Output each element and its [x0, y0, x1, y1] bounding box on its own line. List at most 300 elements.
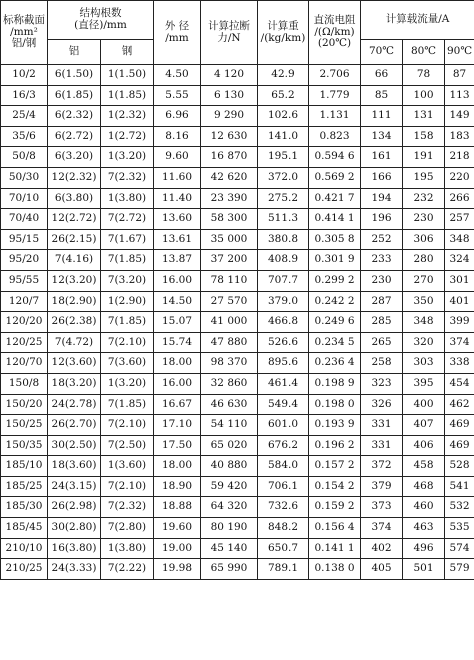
table-row	[1, 538, 474, 559]
cell-current-80: 496	[403, 538, 445, 559]
cell-current-90: 469	[445, 435, 474, 456]
cell-diameter: 9.60	[154, 147, 201, 168]
cell-resistance: 0.193 9	[309, 415, 361, 436]
cell-section: 185/25	[1, 476, 48, 497]
cell-weight: 650.7	[258, 538, 309, 559]
cell-weight: 195.1	[258, 147, 309, 168]
table-row	[1, 126, 474, 147]
cell-steel: 1(1.50)	[101, 65, 154, 86]
table-row	[1, 435, 474, 456]
table-row	[1, 147, 474, 168]
cell-resistance: 0.138 0	[309, 559, 361, 580]
cell-diameter: 18.88	[154, 497, 201, 518]
cell-section: 25/4	[1, 106, 48, 127]
cell-current-80: 458	[403, 456, 445, 477]
cell-current-90: 374	[445, 332, 474, 353]
cell-current-80: 195	[403, 167, 445, 188]
cell-section: 50/30	[1, 167, 48, 188]
cell-aluminum: 12(3.20)	[48, 270, 101, 291]
cell-diameter: 4.50	[154, 65, 201, 86]
cell-resistance: 2.706	[309, 65, 361, 86]
cell-weight: 461.4	[258, 373, 309, 394]
header-section-line3: 铝/钢	[11, 37, 37, 50]
cell-current-80: 400	[403, 394, 445, 415]
cell-aluminum: 18(3.60)	[48, 456, 101, 477]
cell-resistance: 0.299 2	[309, 270, 361, 291]
cell-current-70: 323	[361, 373, 403, 394]
cell-weight: 584.0	[258, 456, 309, 477]
cell-weight: 379.0	[258, 291, 309, 312]
cell-tensile: 98 370	[201, 353, 258, 374]
header-tensile-line2: 力/N	[217, 31, 241, 44]
cell-section: 185/30	[1, 497, 48, 518]
cell-tensile: 45 140	[201, 538, 258, 559]
cell-weight: 789.1	[258, 559, 309, 580]
cell-resistance: 1.779	[309, 85, 361, 106]
cell-current-70: 196	[361, 209, 403, 230]
cell-tensile: 12 630	[201, 126, 258, 147]
cell-tensile: 27 570	[201, 291, 258, 312]
cell-current-70: 252	[361, 229, 403, 250]
cell-current-90: 579	[445, 559, 474, 580]
header-temp-80: 80℃	[403, 40, 445, 65]
cell-diameter: 18.00	[154, 456, 201, 477]
cell-steel: 7(1.67)	[101, 229, 154, 250]
cell-current-80: 468	[403, 476, 445, 497]
cell-current-90: 220	[445, 167, 474, 188]
cell-weight: 372.0	[258, 167, 309, 188]
cell-diameter: 19.98	[154, 559, 201, 580]
cell-current-90: 301	[445, 270, 474, 291]
cell-current-80: 191	[403, 147, 445, 168]
cell-current-70: 331	[361, 435, 403, 456]
cell-current-70: 66	[361, 65, 403, 86]
table-row	[1, 497, 474, 518]
header-temp-70: 70℃	[361, 40, 403, 65]
cell-aluminum: 24(3.33)	[48, 559, 101, 580]
cell-current-90: 87	[445, 65, 474, 86]
cell-tensile: 4 120	[201, 65, 258, 86]
cell-current-80: 131	[403, 106, 445, 127]
cell-current-80: 303	[403, 353, 445, 374]
header-temp-90: 90℃	[445, 40, 474, 65]
cell-resistance: 0.594 6	[309, 147, 361, 168]
cell-section: 150/20	[1, 394, 48, 415]
cell-diameter: 18.90	[154, 476, 201, 497]
cell-current-90: 257	[445, 209, 474, 230]
cell-tensile: 64 320	[201, 497, 258, 518]
cell-steel: 7(1.85)	[101, 250, 154, 271]
table-row	[1, 85, 474, 106]
cell-current-90: 266	[445, 188, 474, 209]
cell-aluminum: 12(2.32)	[48, 167, 101, 188]
table-row	[1, 312, 474, 333]
cell-aluminum: 26(2.70)	[48, 415, 101, 436]
header-section-line1: 标称截面	[3, 14, 45, 27]
cell-diameter: 17.50	[154, 435, 201, 456]
cell-current-80: 306	[403, 229, 445, 250]
cell-current-90: 574	[445, 538, 474, 559]
cell-steel: 7(2.10)	[101, 415, 154, 436]
cell-current-90: 535	[445, 518, 474, 539]
cell-tensile: 65 990	[201, 559, 258, 580]
table-row	[1, 209, 474, 230]
cell-tensile: 16 870	[201, 147, 258, 168]
cell-section: 150/25	[1, 415, 48, 436]
cell-current-90: 462	[445, 394, 474, 415]
cell-current-70: 134	[361, 126, 403, 147]
header-section	[1, 1, 48, 65]
header-strands	[48, 1, 154, 40]
cell-steel: 7(2.80)	[101, 518, 154, 539]
cell-current-70: 230	[361, 270, 403, 291]
cell-steel: 7(2.22)	[101, 559, 154, 580]
cell-current-70: 326	[361, 394, 403, 415]
cell-resistance: 1.131	[309, 106, 361, 127]
cell-aluminum: 24(2.78)	[48, 394, 101, 415]
header-tensile-line1: 计算拉断	[208, 19, 250, 32]
header-aluminum: 铝	[48, 40, 101, 65]
cell-section: 70/40	[1, 209, 48, 230]
cell-aluminum: 6(3.20)	[48, 147, 101, 168]
cell-tensile: 35 000	[201, 229, 258, 250]
cell-aluminum: 16(3.80)	[48, 538, 101, 559]
cell-current-80: 348	[403, 312, 445, 333]
cell-resistance: 0.159 2	[309, 497, 361, 518]
cell-steel: 1(2.32)	[101, 106, 154, 127]
cell-section: 95/55	[1, 270, 48, 291]
table-row	[1, 167, 474, 188]
cell-resistance: 0.305 8	[309, 229, 361, 250]
header-steel: 钢	[101, 40, 154, 65]
cell-current-70: 374	[361, 518, 403, 539]
cell-resistance: 0.823	[309, 126, 361, 147]
cell-tensile: 54 110	[201, 415, 258, 436]
cell-current-90: 469	[445, 415, 474, 436]
cell-aluminum: 12(3.60)	[48, 353, 101, 374]
table-row	[1, 106, 474, 127]
cell-tensile: 32 860	[201, 373, 258, 394]
cell-tensile: 23 390	[201, 188, 258, 209]
cell-current-80: 395	[403, 373, 445, 394]
cell-current-80: 158	[403, 126, 445, 147]
cell-tensile: 78 110	[201, 270, 258, 291]
header-diameter	[154, 1, 201, 65]
cell-weight: 42.9	[258, 65, 309, 86]
table-row	[1, 188, 474, 209]
header-resistance	[309, 1, 361, 65]
cell-weight: 676.2	[258, 435, 309, 456]
table-body	[1, 65, 474, 580]
cell-current-70: 402	[361, 538, 403, 559]
cell-steel: 7(3.60)	[101, 353, 154, 374]
cell-current-80: 230	[403, 209, 445, 230]
cell-aluminum: 26(2.98)	[48, 497, 101, 518]
header-diameter-line2: /mm	[165, 31, 189, 44]
cell-section: 120/20	[1, 312, 48, 333]
cell-current-70: 233	[361, 250, 403, 271]
cell-steel: 1(2.72)	[101, 126, 154, 147]
cell-current-70: 166	[361, 167, 403, 188]
cell-weight: 511.3	[258, 209, 309, 230]
cell-diameter: 8.16	[154, 126, 201, 147]
cell-resistance: 0.421 7	[309, 188, 361, 209]
cell-weight: 408.9	[258, 250, 309, 271]
cell-weight: 848.2	[258, 518, 309, 539]
cell-steel: 7(1.85)	[101, 312, 154, 333]
cell-section: 95/20	[1, 250, 48, 271]
header-section-line2: /mm²	[10, 25, 38, 38]
cell-weight: 707.7	[258, 270, 309, 291]
table-row	[1, 373, 474, 394]
table-row	[1, 456, 474, 477]
cell-resistance: 0.569 2	[309, 167, 361, 188]
cell-section: 120/7	[1, 291, 48, 312]
cell-current-80: 232	[403, 188, 445, 209]
cell-aluminum: 26(2.15)	[48, 229, 101, 250]
cell-current-70: 379	[361, 476, 403, 497]
cell-aluminum: 6(3.80)	[48, 188, 101, 209]
cell-current-90: 454	[445, 373, 474, 394]
cell-resistance: 0.301 9	[309, 250, 361, 271]
cell-aluminum: 6(2.72)	[48, 126, 101, 147]
cell-section: 16/3	[1, 85, 48, 106]
cell-current-90: 532	[445, 497, 474, 518]
cell-steel: 7(3.20)	[101, 270, 154, 291]
cell-weight: 466.8	[258, 312, 309, 333]
table-row	[1, 250, 474, 271]
cell-resistance: 0.198 9	[309, 373, 361, 394]
cell-tensile: 58 300	[201, 209, 258, 230]
cell-current-70: 405	[361, 559, 403, 580]
cell-diameter: 13.60	[154, 209, 201, 230]
cell-current-70: 331	[361, 415, 403, 436]
cell-current-70: 265	[361, 332, 403, 353]
cell-resistance: 0.249 6	[309, 312, 361, 333]
header-resistance-line3: (20℃)	[317, 37, 352, 50]
cell-current-80: 270	[403, 270, 445, 291]
cell-diameter: 17.10	[154, 415, 201, 436]
cell-section: 50/8	[1, 147, 48, 168]
cell-diameter: 11.60	[154, 167, 201, 188]
cell-diameter: 13.61	[154, 229, 201, 250]
cell-current-80: 460	[403, 497, 445, 518]
cell-steel: 1(3.60)	[101, 456, 154, 477]
cell-steel: 7(2.32)	[101, 497, 154, 518]
cell-weight: 380.8	[258, 229, 309, 250]
cell-tensile: 9 290	[201, 106, 258, 127]
cell-diameter: 13.87	[154, 250, 201, 271]
cell-weight: 141.0	[258, 126, 309, 147]
cell-section: 70/10	[1, 188, 48, 209]
cell-resistance: 0.196 2	[309, 435, 361, 456]
cell-weight: 732.6	[258, 497, 309, 518]
table-row	[1, 559, 474, 580]
cell-aluminum: 26(2.38)	[48, 312, 101, 333]
cell-current-90: 399	[445, 312, 474, 333]
cell-current-80: 407	[403, 415, 445, 436]
cell-steel: 7(2.10)	[101, 476, 154, 497]
cell-aluminum: 30(2.80)	[48, 518, 101, 539]
cell-diameter: 19.00	[154, 538, 201, 559]
cell-current-90: 338	[445, 353, 474, 374]
cell-diameter: 6.96	[154, 106, 201, 127]
cell-current-70: 287	[361, 291, 403, 312]
header-strands-line2: (直径)/mm	[74, 19, 127, 31]
cell-diameter: 15.74	[154, 332, 201, 353]
cell-section: 120/25	[1, 332, 48, 353]
cell-diameter: 5.55	[154, 85, 201, 106]
cell-diameter: 19.60	[154, 518, 201, 539]
cell-current-80: 320	[403, 332, 445, 353]
cell-resistance: 0.242 2	[309, 291, 361, 312]
cell-diameter: 16.00	[154, 270, 201, 291]
cell-current-70: 85	[361, 85, 403, 106]
cell-aluminum: 6(2.32)	[48, 106, 101, 127]
cell-current-80: 350	[403, 291, 445, 312]
cell-tensile: 37 200	[201, 250, 258, 271]
header-resistance-line2: /(Ω/km)	[314, 25, 355, 38]
cell-diameter: 11.40	[154, 188, 201, 209]
cell-current-80: 280	[403, 250, 445, 271]
cell-steel: 1(3.20)	[101, 373, 154, 394]
table-row	[1, 476, 474, 497]
cell-steel: 1(3.80)	[101, 188, 154, 209]
header-weight-line1: 计算重	[267, 19, 299, 32]
cell-resistance: 0.414 1	[309, 209, 361, 230]
cell-diameter: 18.00	[154, 353, 201, 374]
cell-tensile: 65 020	[201, 435, 258, 456]
cell-aluminum: 24(3.15)	[48, 476, 101, 497]
table-row	[1, 332, 474, 353]
header-diameter-line1: 外 径	[164, 19, 190, 32]
cell-resistance: 0.236 4	[309, 353, 361, 374]
cell-resistance: 0.157 2	[309, 456, 361, 477]
table-row	[1, 394, 474, 415]
cell-current-80: 406	[403, 435, 445, 456]
cell-section: 120/70	[1, 353, 48, 374]
header-tensile	[201, 1, 258, 65]
cell-aluminum: 18(2.90)	[48, 291, 101, 312]
cell-steel: 7(2.10)	[101, 332, 154, 353]
cell-section: 210/10	[1, 538, 48, 559]
cell-resistance: 0.154 2	[309, 476, 361, 497]
cell-steel: 7(2.32)	[101, 167, 154, 188]
table-row	[1, 415, 474, 436]
cell-resistance: 0.234 5	[309, 332, 361, 353]
cell-section: 95/15	[1, 229, 48, 250]
cell-current-90: 401	[445, 291, 474, 312]
cell-diameter: 15.07	[154, 312, 201, 333]
cell-current-90: 183	[445, 126, 474, 147]
cell-steel: 7(2.50)	[101, 435, 154, 456]
header-current: 计算载流量/A	[361, 1, 474, 40]
cell-steel: 7(1.85)	[101, 394, 154, 415]
cell-current-70: 111	[361, 106, 403, 127]
cell-tensile: 6 130	[201, 85, 258, 106]
header-weight	[258, 1, 309, 65]
cell-current-70: 194	[361, 188, 403, 209]
cell-aluminum: 30(2.50)	[48, 435, 101, 456]
cell-current-90: 541	[445, 476, 474, 497]
cell-weight: 102.6	[258, 106, 309, 127]
cell-current-80: 463	[403, 518, 445, 539]
cell-tensile: 40 880	[201, 456, 258, 477]
cell-section: 10/2	[1, 65, 48, 86]
cell-current-70: 373	[361, 497, 403, 518]
cell-diameter: 14.50	[154, 291, 201, 312]
cell-aluminum: 6(1.50)	[48, 65, 101, 86]
cell-section: 150/35	[1, 435, 48, 456]
cell-aluminum: 18(3.20)	[48, 373, 101, 394]
cell-tensile: 41 000	[201, 312, 258, 333]
cell-weight: 601.0	[258, 415, 309, 436]
cell-current-70: 372	[361, 456, 403, 477]
cell-section: 35/6	[1, 126, 48, 147]
cell-tensile: 80 190	[201, 518, 258, 539]
header-resistance-line1: 直流电阻	[313, 14, 356, 27]
header-weight-line2: /(kg/km)	[260, 31, 306, 44]
cell-weight: 65.2	[258, 85, 309, 106]
cell-tensile: 42 620	[201, 167, 258, 188]
cell-section: 185/45	[1, 518, 48, 539]
cell-current-90: 149	[445, 106, 474, 127]
table-row	[1, 291, 474, 312]
cell-diameter: 16.67	[154, 394, 201, 415]
cell-tensile: 47 880	[201, 332, 258, 353]
cell-tensile: 46 630	[201, 394, 258, 415]
table-row	[1, 270, 474, 291]
cell-current-90: 528	[445, 456, 474, 477]
cell-current-90: 218	[445, 147, 474, 168]
header-strands-line1: 结构根数	[79, 7, 122, 20]
cell-steel: 1(3.80)	[101, 538, 154, 559]
cell-steel: 7(2.72)	[101, 209, 154, 230]
cell-aluminum: 12(2.72)	[48, 209, 101, 230]
cell-resistance: 0.141 1	[309, 538, 361, 559]
table-row	[1, 518, 474, 539]
table-header	[1, 1, 474, 65]
cell-weight: 549.4	[258, 394, 309, 415]
cell-weight: 526.6	[258, 332, 309, 353]
cell-resistance: 0.198 0	[309, 394, 361, 415]
cell-current-90: 113	[445, 85, 474, 106]
cell-current-80: 78	[403, 65, 445, 86]
cell-current-80: 100	[403, 85, 445, 106]
cell-current-70: 285	[361, 312, 403, 333]
cell-aluminum: 6(1.85)	[48, 85, 101, 106]
cell-current-90: 348	[445, 229, 474, 250]
cell-section: 185/10	[1, 456, 48, 477]
table-row	[1, 353, 474, 374]
cell-resistance: 0.156 4	[309, 518, 361, 539]
cell-diameter: 16.00	[154, 373, 201, 394]
cell-section: 210/25	[1, 559, 48, 580]
cell-steel: 1(1.85)	[101, 85, 154, 106]
table-row	[1, 65, 474, 86]
table-row	[1, 229, 474, 250]
cell-current-90: 324	[445, 250, 474, 271]
cell-current-70: 161	[361, 147, 403, 168]
cell-aluminum: 7(4.16)	[48, 250, 101, 271]
cell-section: 150/8	[1, 373, 48, 394]
cell-steel: 1(2.90)	[101, 291, 154, 312]
cell-current-70: 258	[361, 353, 403, 374]
cell-aluminum: 7(4.72)	[48, 332, 101, 353]
cell-current-80: 501	[403, 559, 445, 580]
cell-weight: 275.2	[258, 188, 309, 209]
cell-weight: 706.1	[258, 476, 309, 497]
